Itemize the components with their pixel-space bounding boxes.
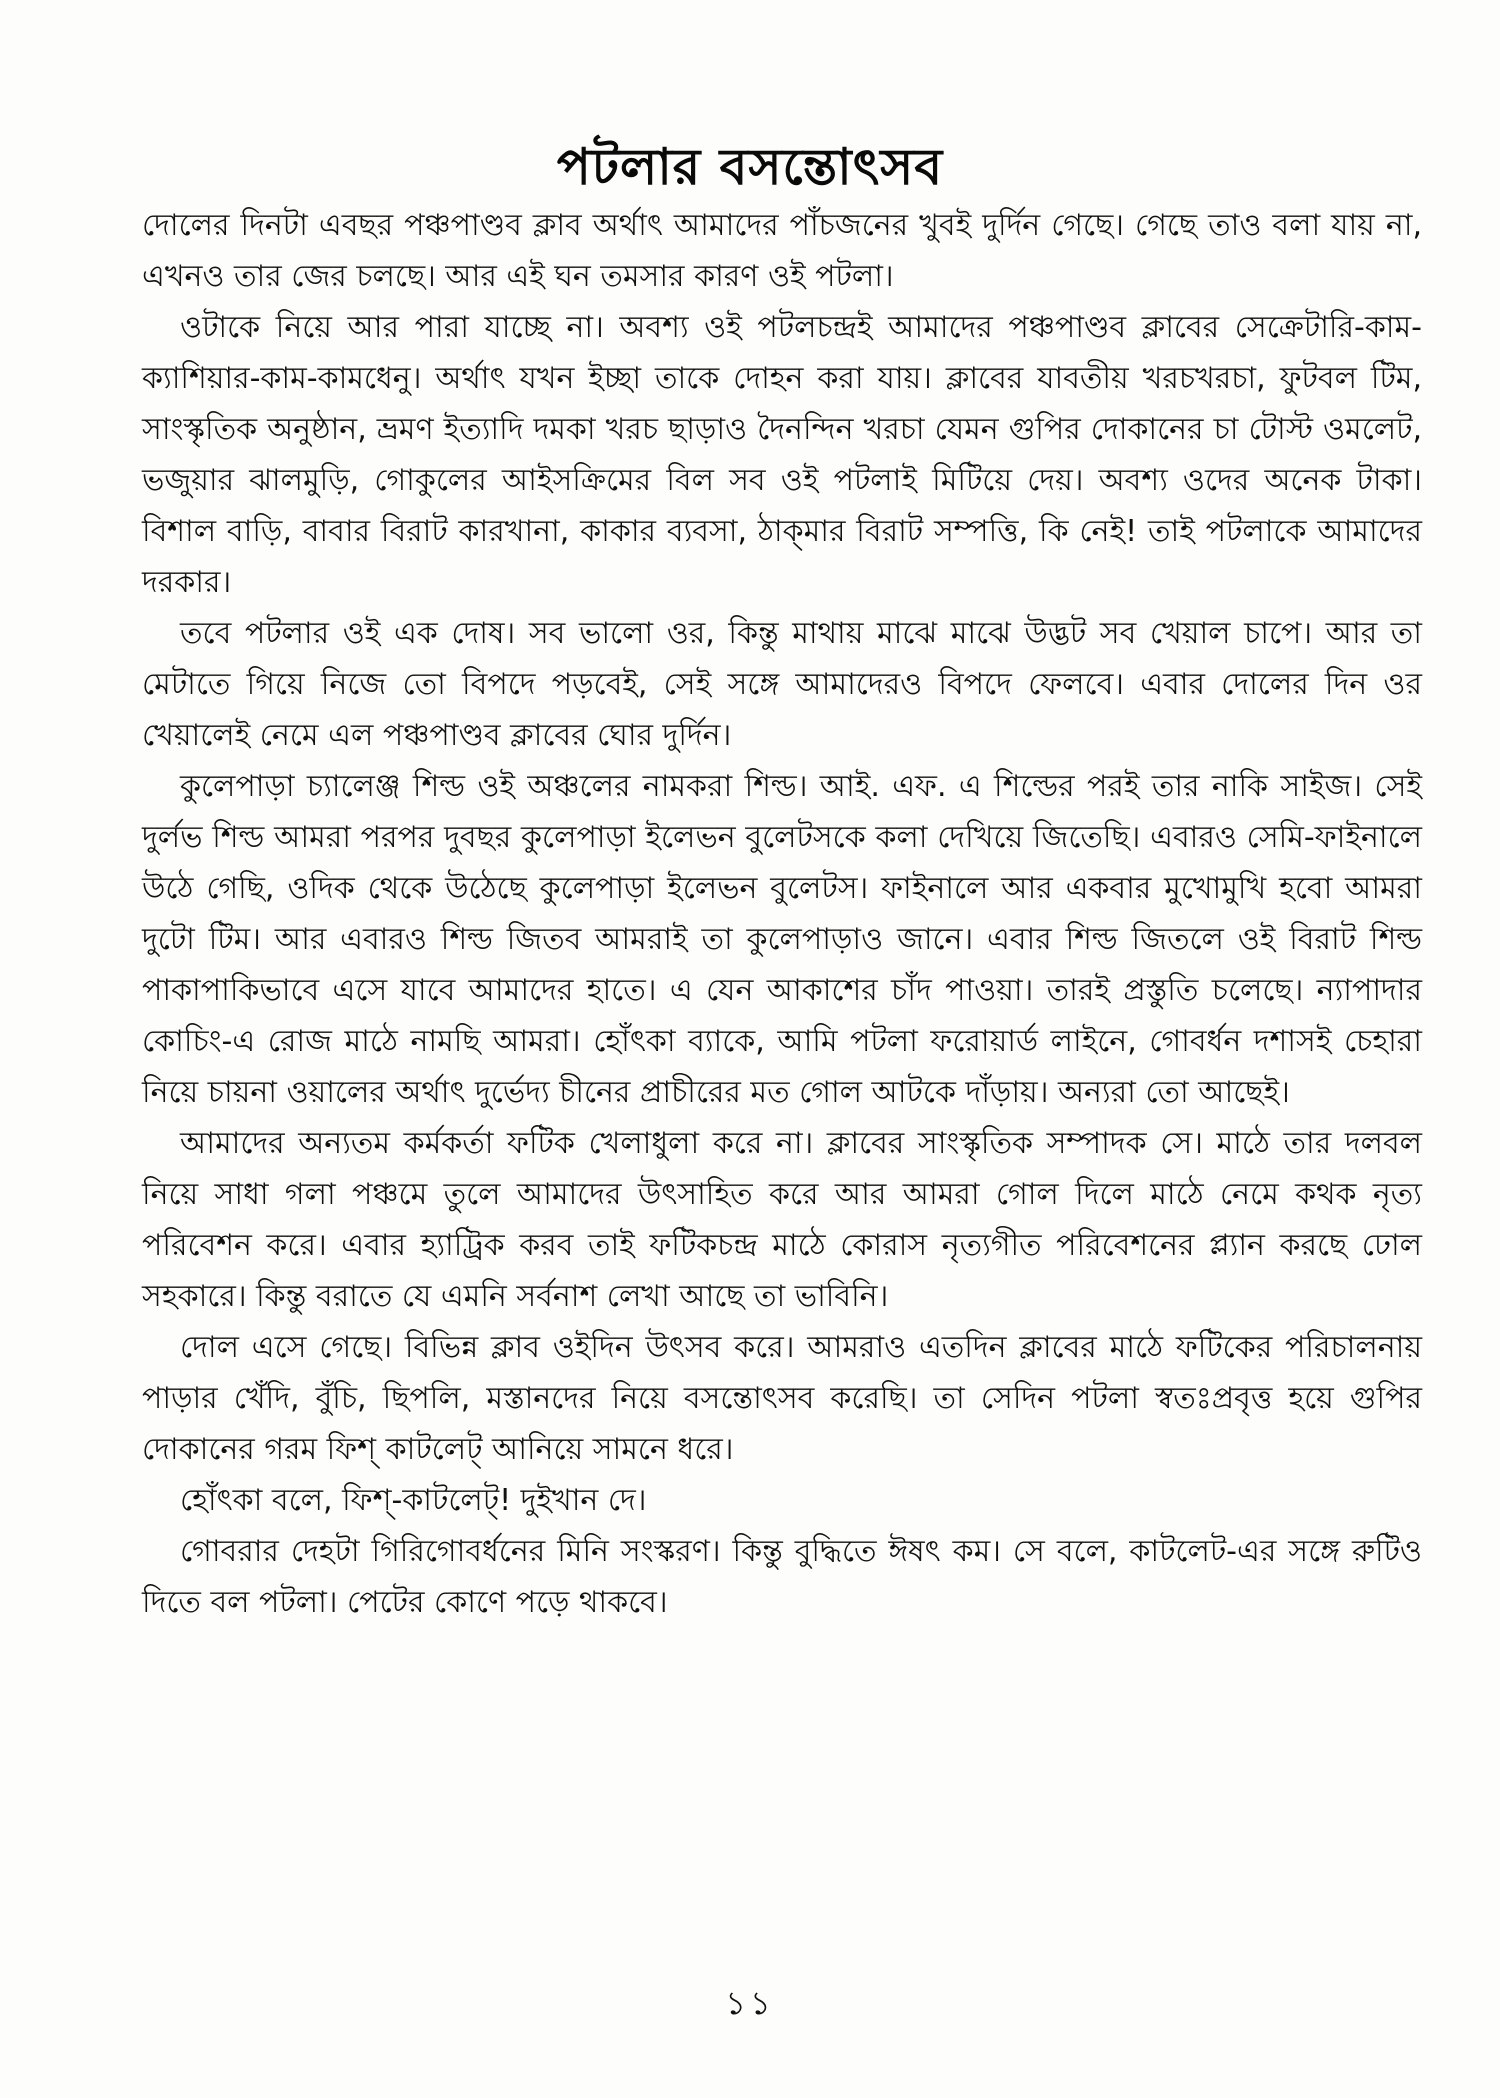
paragraph: আমাদের অন্যতম কর্মকর্তা ফটিক খেলাধুলা করে না। ক্লাবের সাংস্কৃতিক সম্পাদক সে। মাঠে তার দলবল নিয়ে সাধা গলা পঞ্চমে তুলে আমাদের উৎসাহিত করে আর আমরা গোল দিলে মাঠে নেমে কথক নৃত্য পরিবেশন করে। এবার হ্যাট্রিক করব তাই ফটিকচন্দ্র মাঠে কোরাস নৃত্যগীত পরিবেশনের প্ল্যান করছে ঢোল সহকারে। কিন্তু বরাতে যে এমনি সর্বনাশ লেখা আছে তা ভাবিনি। [142,1126,1422,1314]
paragraph: তবে পটলার ওই এক দোষ। সব ভালো ওর, কিন্তু মাথায় মাঝে মাঝে উদ্ভট সব খেয়াল চাপে। আর তা মেটাতে গিয়ে নিজে তো বিপদে পড়বেই, সেই সঙ্গে আমাদেরও বিপদে ফেলবে। এবার দোলের দিন ওর খেয়ালেই নেমে এল পঞ্চপাণ্ডব ক্লাবের ঘোর দুর্দিন। [142,616,1422,753]
paragraph: হোঁৎকা বলে, ফিশ্-কাটলেট্! দুইখান দে। [180,1483,647,1518]
paragraph: ওটাকে নিয়ে আর পারা যাচ্ছে না। অবশ্য ওই পটলচন্দ্রই আমাদের পঞ্চপাণ্ডব ক্লাবের সেক্রেটারি-কাম-ক্যাশিয়ার-কাম-কামধেনু। অর্থাৎ যখন ইচ্ছা তাকে দোহন করা যায়। ক্লাবের যাবতীয় খরচখরচা, ফুটবল টিম, সাংস্কৃতিক অনুষ্ঠান, ভ্রমণ ইত্যাদি দমকা খরচ ছাড়াও দৈনন্দিন খরচা যেমন গুপির দোকানের চা টোস্ট ওমলেট, ভজুয়ার ঝালমুড়ি, গোকুলের আইসক্রিমের বিল সব ওই পটলাই মিটিয়ে দেয়। অবশ্য ওদের অনেক টাকা। বিশাল বাড়ি, বাবার বিরাট কারখানা, কাকার ব্যবসা, ঠাক্‌মার বিরাট সম্পত্তি, কি নেই! তাই পটলাকে আমাদের দরকার। [142,310,1422,600]
story-body [142,200,1422,1628]
paragraph: কুলেপাড়া চ্যালেঞ্জ শিল্ড ওই অঞ্চলের নামকরা শিল্ড। আই. এফ. এ শিল্ডের পরই তার নাকি সাইজ। সেই দুর্লভ শিল্ড আমরা পরপর দুবছর কুলেপাড়া ইলেভন বুলেটসকে কলা দেখিয়ে জিতেছি। এবারও সেমি-ফাইনালে উঠে গেছি, ওদিক থেকে উঠেছে কুলেপাড়া ইলেভন বুলেটস। ফাইনালে আর একবার মুখোমুখি হবো আমরা দুটো টিম। আর এবারও শিল্ড জিতব আমরাই তা কুলেপাড়াও জানে। এবার শিল্ড জিতলে ওই বিরাট শিল্ড পাকাপাকিভাবে এসে যাবে আমাদের হাতে। এ যেন আকাশের চাঁদ পাওয়া। তারই প্রস্তুতি চলেছে। ন্যাপাদার কোচিং-এ রোজ মাঠে নামছি আমরা। হোঁৎকা ব্যাকে, আমি পটলা ফরোয়ার্ড লাইনে, গোবর্ধন দশাসই চেহারা নিয়ে চায়না ওয়ালের অর্থাৎ দুর্ভেদ্য চীনের প্রাচীরের মত গোল আটকে দাঁড়ায়। অন্যরা তো আছেই। [142,769,1422,1110]
paragraph: দোল এসে গেছে। বিভিন্ন ক্লাব ওইদিন উৎসব করে। আমরাও এতদিন ক্লাবের মাঠে ফটিকের পরিচালনায় পাড়ার খেঁদি, বুঁচি, ছিপলি, মস্তানদের নিয়ে বসন্তোৎসব করেছি। তা সেদিন পটলা স্বতঃপ্রবৃত্ত হয়ে গুপির দোকানের গরম ফিশ্ কাটলেট্ আনিয়ে সামনে ধরে। [142,1330,1422,1467]
page-number: ১১ [725,1984,775,2022]
paragraph: গোবরার দেহটা গিরিগোবর্ধনের মিনি সংস্করণ। কিন্তু বুদ্ধিতে ঈষৎ কম। সে বলে, কাটলেট-এর সঙ্গে রুটিও দিতে বল পটলা। পেটের কোণে পড়ে থাকবে। [142,1534,1422,1620]
page-title: পটলার বসন্তোৎসব [556,136,944,196]
paragraph: দোলের দিনটা এবছর পঞ্চপাণ্ডব ক্লাব অর্থাৎ আমাদের পাঁচজনের খুবই দুর্দিন গেছে। গেছে তাও বলা যায় না, এখনও তার জের চলছে। আর এই ঘন তমসার কারণ ওই পটলা। [142,208,1422,294]
